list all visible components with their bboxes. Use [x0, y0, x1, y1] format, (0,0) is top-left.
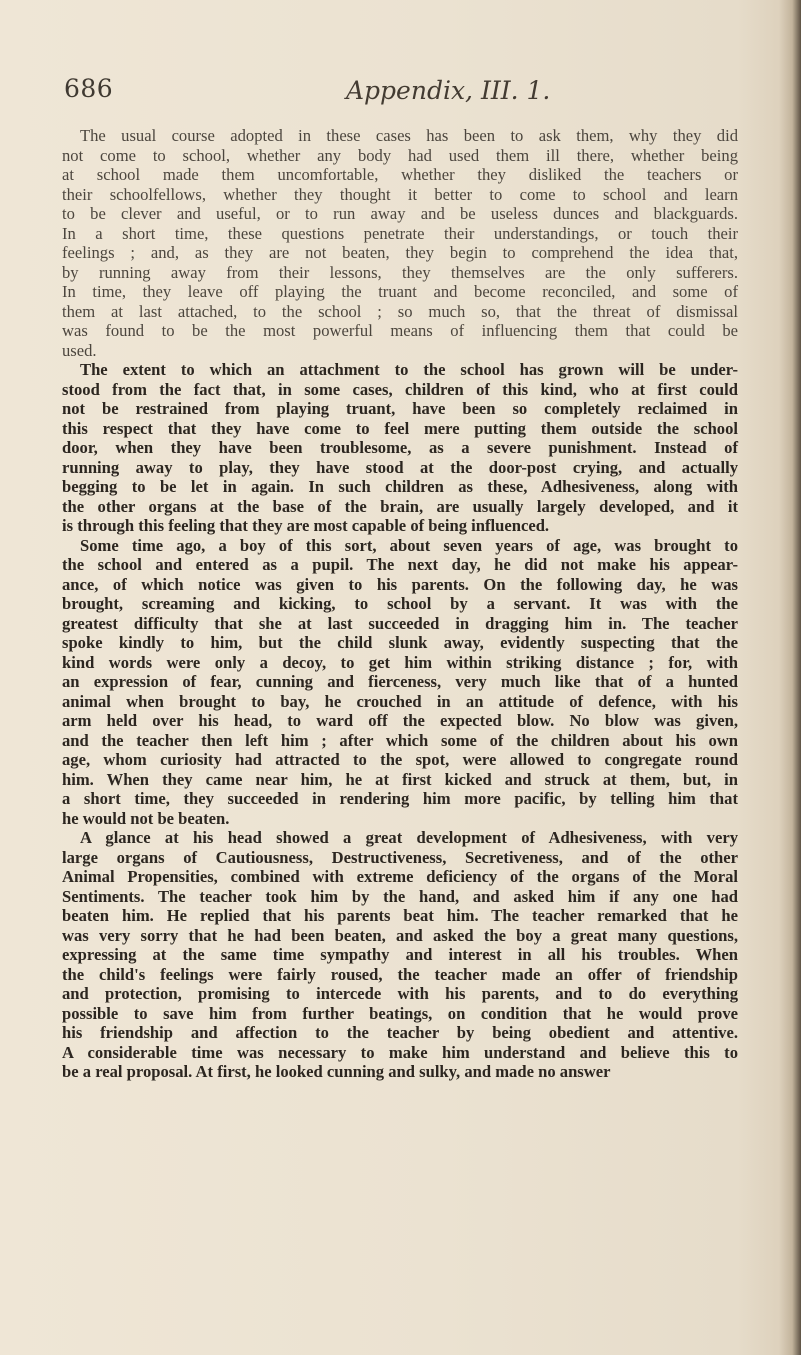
text-line: Some time ago, a boy of this sort, about seven years of age, was brought to — [80, 535, 738, 555]
text-line: this respect that they have come to feel mere putting them outside the school — [62, 418, 738, 438]
text-line: Animal Propensities, combined with extreme deficiency of the organs of the Moral — [62, 867, 738, 886]
text-line: him. When they came near him, he at first kicked and struck at them, but, in — [62, 769, 738, 789]
text-line: and the teacher then left him ; after which some of the children about his own — [62, 730, 738, 750]
page-header — [0, 74, 801, 114]
running-head: Appendix, III. 1. — [346, 76, 551, 105]
text-line: In a short time, these questions penetrate their understandings, or touch their — [62, 223, 738, 243]
text-line: their schoolfellows, whether they thought it better to come to school and learn — [62, 184, 738, 204]
text-line: ance, of which notice was given to his parents. On the following day, he was — [62, 574, 738, 594]
text-line: the child's feelings were fairly roused, the teacher made an offer of friendship — [62, 964, 738, 984]
text-line: large organs of Cautiousness, Destructiveness, Secretiveness, and of the other — [62, 847, 738, 867]
paragraph — [62, 536, 738, 829]
text-line: by running away from their lessons, they themselves are the only sufferers. — [62, 262, 738, 282]
text-line: the school and entered as a pupil. The next day, he did not make his appear- — [62, 555, 738, 574]
text-line: was very sorry that he had been beaten, and asked the boy a great many questions, — [62, 925, 738, 945]
text-line: running away to play, they have stood at the door-post crying, and actually — [62, 457, 738, 477]
text-line: The usual course adopted in these cases has been to ask them, why they did — [80, 126, 738, 145]
text-line: his friendship and affection to the teacher by being obedient and attentive. — [62, 1023, 738, 1042]
paragraph — [62, 126, 738, 360]
text-line: not be restrained from playing truant, have been so completely reclaimed in — [62, 399, 738, 418]
text-line: A glance at his head showed a great development of Adhesiveness, with very — [80, 828, 738, 847]
text-line: brought, screaming and kicking, to school by a servant. It was with the — [62, 594, 738, 613]
paragraph — [62, 828, 738, 1082]
text-line: not come to school, whether any body had used them ill there, whether being — [62, 145, 738, 165]
body-text — [62, 126, 738, 1082]
text-line: Sentiments. The teacher took him by the hand, and asked him if any one had — [62, 886, 738, 906]
text-line: animal when brought to bay, he crouched in an attitude of defence, with his — [62, 691, 738, 711]
text-line: In time, they leave off playing the truant and become reconciled, and some of — [62, 282, 738, 301]
text-line: spoke kindly to him, but the child slunk away, evidently suspecting that the — [62, 633, 738, 652]
text-line: greatest difficulty that she at last succeeded in dragging him in. The teacher — [62, 613, 738, 633]
page-gutter-shadow — [779, 0, 801, 1355]
paragraph — [62, 360, 738, 536]
text-line: beaten him. He replied that his parents beat him. The teacher remarked that he — [62, 906, 738, 925]
text-line: an expression of fear, cunning and fierceness, very much like that of a hunted — [62, 672, 738, 691]
text-line: expressing at the same time sympathy and interest in all his troubles. When — [62, 945, 738, 964]
text-line: used. — [62, 340, 97, 360]
text-line: stood from the fact that, in some cases, children of this kind, who at first could — [62, 379, 738, 399]
text-line: possible to save him from further beatings, on condition that he would prove — [62, 1003, 738, 1023]
text-line: kind words were only a decoy, to get him within striking distance ; for, with — [62, 652, 738, 672]
text-line: was found to be the most powerful means of influencing them that could be — [62, 321, 738, 340]
text-line: The extent to which an attachment to the school has grown will be under- — [80, 360, 738, 379]
text-line: begging to be let in again. In such children as these, Adhesiveness, along with — [62, 477, 738, 496]
text-line: be a real proposal. At first, he looked cunning and sulky, and made no answer — [62, 1062, 611, 1081]
text-line: door, when they have been troublesome, as a severe punishment. Instead of — [62, 438, 738, 457]
text-line: feelings ; and, as they are not beaten, they begin to comprehend the idea that, — [62, 243, 738, 262]
text-line: a short time, they succeeded in rendering him more pacific, by telling him that — [62, 789, 738, 808]
text-line: the other organs at the base of the brain, are usually largely developed, and it — [62, 496, 738, 516]
text-line: and protection, promising to intercede with his parents, and to do everything — [62, 984, 738, 1003]
text-line: is through this feeling that they are most capable of being influenced. — [62, 516, 550, 535]
text-line: arm held over his head, to ward off the expected blow. No blow was given, — [62, 711, 738, 730]
text-line: age, whom curiosity had attracted to the spot, were allowed to congregate round — [62, 750, 738, 769]
text-line: them at last attached, to the school ; so much so, that the threat of dismissal — [62, 301, 738, 321]
text-line: A considerable time was necessary to make him understand and believe this to — [62, 1042, 738, 1062]
text-line: to be clever and useful, or to run away and be useless dunces and blackguards. — [62, 204, 738, 223]
text-line: he would not be beaten. — [62, 808, 230, 828]
text-line: at school made them uncomfortable, whether they disliked the teachers or — [62, 165, 738, 184]
page-number: 686 — [64, 74, 114, 103]
